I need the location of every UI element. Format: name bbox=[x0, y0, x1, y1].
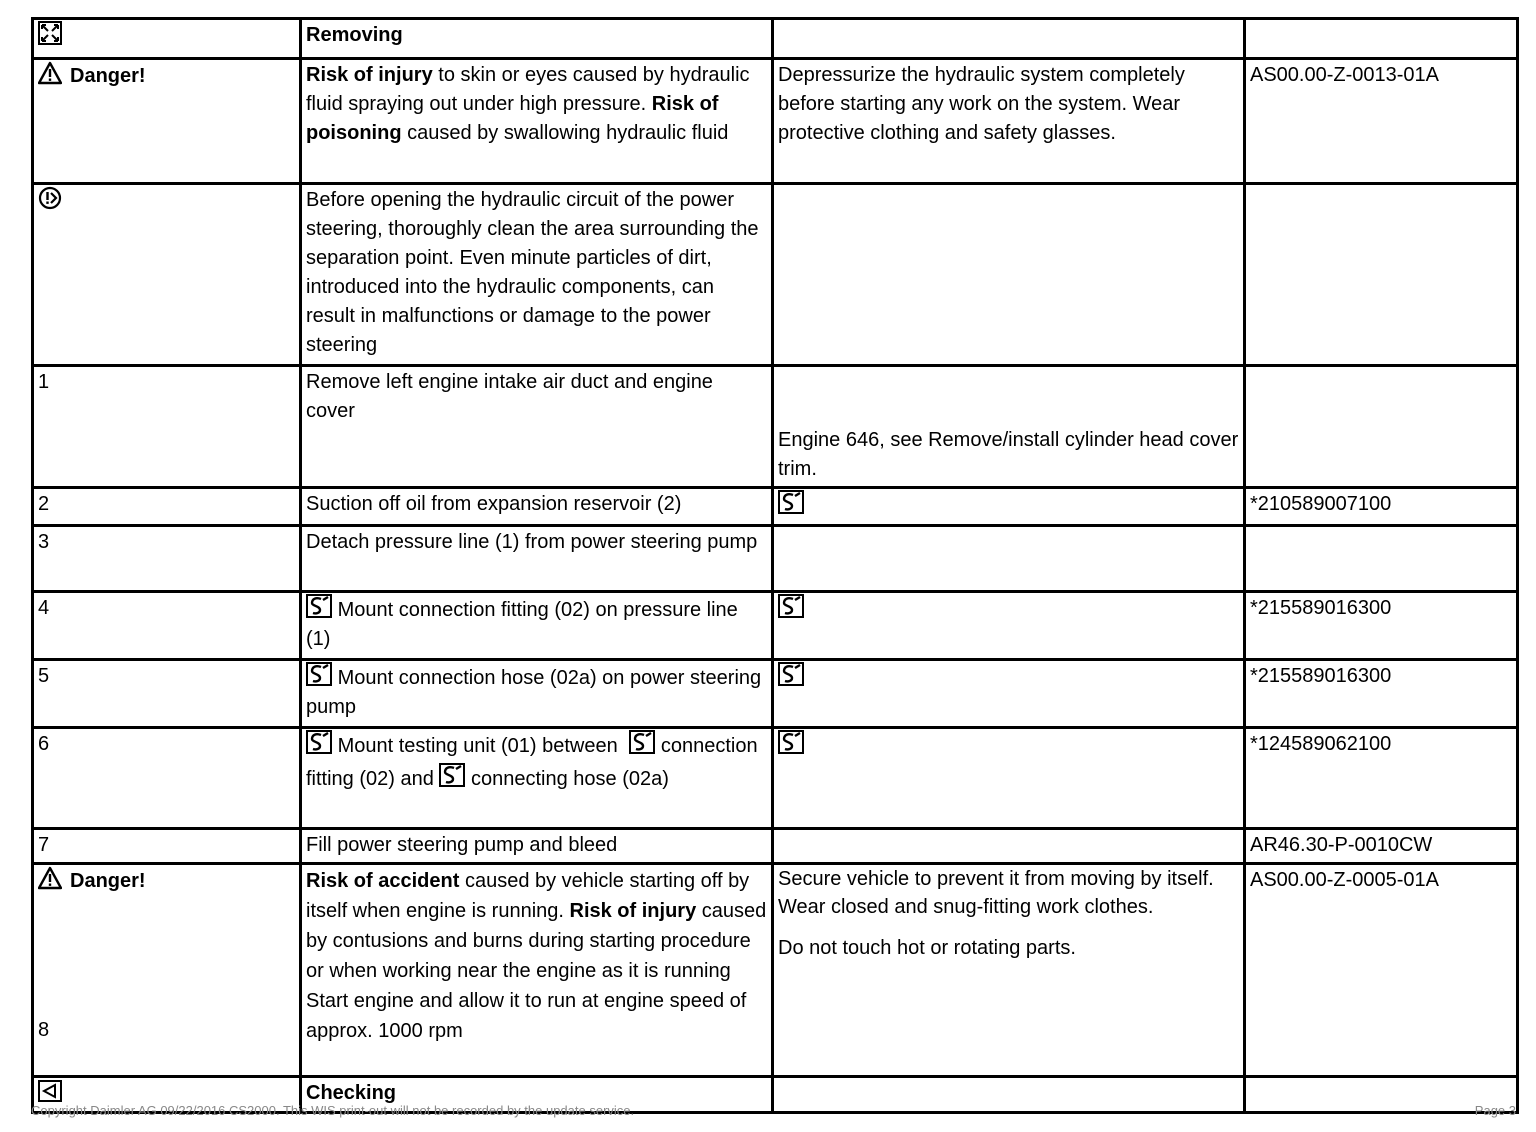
step-text: Remove left engine intake air duct and engine cover bbox=[301, 366, 773, 488]
check-arrow-icon bbox=[38, 1079, 62, 1103]
warning-triangle-icon bbox=[38, 866, 62, 890]
reference-link[interactable]: AS00.00-Z-0005-01A bbox=[1245, 864, 1518, 1077]
table-row bbox=[33, 19, 1518, 59]
step-number: 6 bbox=[33, 728, 301, 829]
special-tool-icon[interactable] bbox=[306, 730, 332, 754]
section-title: Checking bbox=[301, 1077, 773, 1113]
special-tool-icon[interactable] bbox=[439, 763, 465, 787]
section-icon-cell bbox=[33, 19, 301, 59]
danger-label-cell bbox=[33, 59, 301, 184]
table-row bbox=[33, 366, 1518, 488]
special-tool-icon[interactable] bbox=[306, 594, 332, 618]
tool-number-link[interactable]: *215589016300 bbox=[1245, 592, 1518, 660]
expand-arrows-icon bbox=[38, 21, 62, 45]
danger-text: Risk of accident caused by vehicle starting off by itself when engine is running. Risk of injury caused by contusions and burns during starting procedure or when working near the engine as it is running Start engine and allow it to run at engine speed of approx. 1000 rpm bbox=[301, 864, 773, 1077]
section-title: Removing bbox=[301, 19, 773, 59]
step-text: Mount connection fitting (02) on pressure line (1) bbox=[301, 592, 773, 660]
tool-number-link[interactable]: *215589016300 bbox=[1245, 660, 1518, 728]
step-text: Fill power steering pump and bleed bbox=[301, 829, 773, 864]
table-row bbox=[33, 184, 1518, 366]
step-number: 8 bbox=[38, 1019, 50, 1041]
step-number: 1 bbox=[33, 366, 301, 488]
page-number: Page 3 bbox=[1474, 1104, 1516, 1118]
notice-circle-icon bbox=[38, 186, 62, 210]
copyright-text: Copyright Daimler AG 09/22/2016 CS2000. This WIS print-out will not be recorded by the update service. bbox=[31, 1104, 635, 1118]
table-row bbox=[33, 592, 1518, 660]
special-tool-icon[interactable] bbox=[778, 730, 804, 754]
special-tool-icon[interactable] bbox=[778, 490, 804, 514]
table-row bbox=[33, 488, 1518, 526]
step-number: 7 bbox=[33, 829, 301, 864]
table-row bbox=[33, 660, 1518, 728]
table-row bbox=[33, 526, 1518, 592]
table-row bbox=[33, 829, 1518, 864]
table-row bbox=[33, 864, 1518, 1077]
step-text: Mount connection hose (02a) on power steering pump bbox=[301, 660, 773, 728]
danger-label: Danger! bbox=[70, 65, 146, 87]
tool-number-link[interactable]: *124589062100 bbox=[1245, 728, 1518, 829]
danger-text: Risk of injury to skin or eyes caused by hydraulic fluid spraying out under high pressure. Risk of poisoning caused by swallowing hydraulic fluid bbox=[301, 59, 773, 184]
page-footer bbox=[31, 1104, 1516, 1118]
table-row bbox=[33, 59, 1518, 184]
procedure-table bbox=[31, 17, 1519, 1114]
danger-label: Danger! bbox=[70, 870, 146, 892]
special-tool-icon[interactable] bbox=[306, 662, 332, 686]
danger-label-cell bbox=[33, 864, 301, 1077]
note-icon-cell bbox=[33, 184, 301, 366]
step-text: Detach pressure line (1) from power steering pump bbox=[301, 526, 773, 592]
step-text: Mount testing unit (01) between connection fitting (02) and connecting hose (02a) bbox=[301, 728, 773, 829]
special-tool-icon[interactable] bbox=[778, 594, 804, 618]
danger-measure: Depressurize the hydraulic system completely before starting any work on the system. Wear protective clothing and safety glasses. bbox=[773, 59, 1245, 184]
reference-link[interactable]: AS00.00-Z-0013-01A bbox=[1245, 59, 1518, 184]
step-text: Suction off oil from expansion reservoir (2) bbox=[301, 488, 773, 526]
step-note: Engine 646, see Remove/install cylinder head cover trim. bbox=[773, 366, 1245, 488]
special-tool-icon[interactable] bbox=[629, 730, 655, 754]
step-number: 4 bbox=[33, 592, 301, 660]
danger-measure: Secure vehicle to prevent it from moving by itself. Wear closed and snug-fitting work clothes. Do not touch hot or rotating parts. bbox=[773, 864, 1245, 1077]
special-tool-icon[interactable] bbox=[778, 662, 804, 686]
warning-triangle-icon bbox=[38, 61, 62, 85]
table-row bbox=[33, 728, 1518, 829]
tool-number-link[interactable]: *210589007100 bbox=[1245, 488, 1518, 526]
step-number: 5 bbox=[33, 660, 301, 728]
step-number: 2 bbox=[33, 488, 301, 526]
note-text: Before opening the hydraulic circuit of the power steering, thoroughly clean the area surrounding the separation point. Even minute particles of dirt, introduced into the hydraulic components, can result in malfunctions or damage to the power steering bbox=[301, 184, 773, 366]
step-text: Start engine and allow it to run at engine speed of approx. 1000 rpm bbox=[306, 990, 747, 1042]
reference-link[interactable]: AR46.30-P-0010CW bbox=[1245, 829, 1518, 864]
step-number: 3 bbox=[33, 526, 301, 592]
